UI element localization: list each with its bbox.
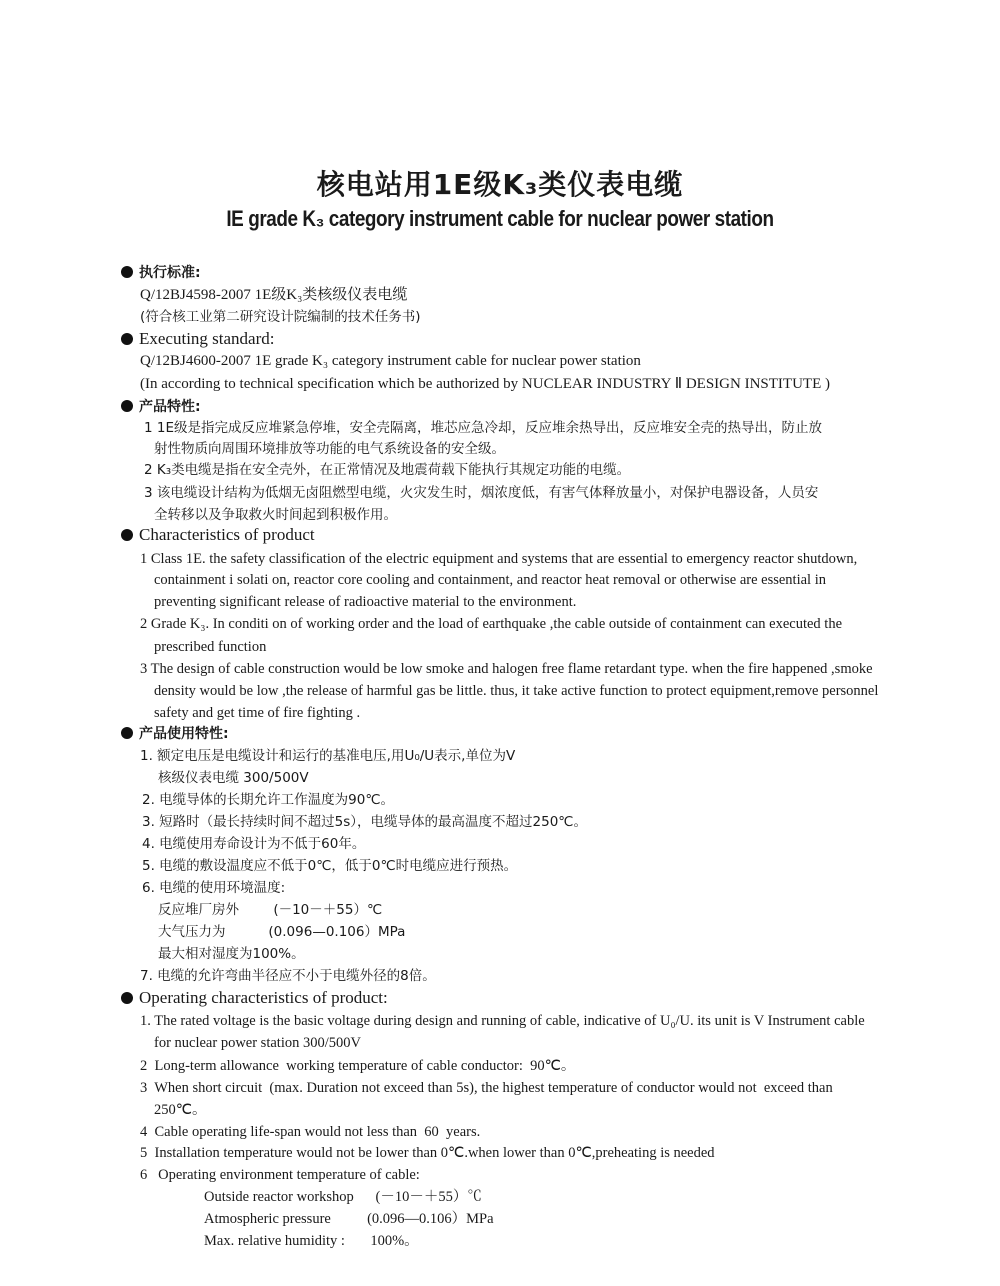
bullet-icon bbox=[121, 727, 133, 739]
exec-std-en-line2: (In according to technical specification which be authorized by NUCLEAR INDUSTRY Ⅱ DESIGN INSTITUTE ) bbox=[140, 376, 830, 392]
char-en-item3-c: safety and get time of fire fighting . bbox=[154, 705, 361, 721]
use-en-item5: 5 Installation temperature would not be lower than 0℃.when lower than 0℃,preheating is needed bbox=[140, 1145, 715, 1161]
use-en-item3-a: 3 When short circuit (max. Duration not exceed than 5s), the highest temperature of conductor would not exceed than bbox=[140, 1080, 833, 1096]
char-cn-item1-a: 1 1E级是指完成反应堆紧急停堆，安全壳隔离，堆芯应急冷却，反应堆余热导出，反应堆安全壳的热导出，防止放 bbox=[144, 420, 822, 436]
section-heading-use-cn: 产品使用特性: bbox=[121, 724, 229, 744]
bullet-icon bbox=[121, 266, 133, 278]
exec-std-en-line1: Q/12BJ4600-2007 1E grade K₃ category instrument cable for nuclear power station bbox=[140, 353, 641, 369]
use-en-item1-a: 1. The rated voltage is the basic voltage during design and running of cable, indicative of U₀/U. its unit is V Instrument cable bbox=[140, 1013, 865, 1029]
char-cn-item3-b: 全转移以及争取救火时间起到积极作用。 bbox=[154, 507, 397, 523]
char-en-item3-a: 3 The design of cable construction would be low smoke and halogen free flame retardant type. when the fire happened ,smoke bbox=[140, 661, 873, 677]
use-cn-item4: 4. 电缆使用寿命设计为不低于60年。 bbox=[142, 836, 366, 852]
char-cn-item1-b: 射性物质向周围环境排放等功能的电气系统设备的安全级。 bbox=[154, 441, 505, 457]
use-en-env3: Max. relative humidity : 100%。 bbox=[204, 1233, 419, 1249]
char-en-item2-b: prescribed function bbox=[154, 639, 267, 655]
section-heading-char-cn: 产品特性: bbox=[121, 397, 201, 417]
exec-std-cn-line1: Q/12BJ4598-2007 1E级K₃类核级仪表电缆 bbox=[140, 287, 408, 303]
bullet-icon bbox=[121, 333, 133, 345]
char-en-item1-c: preventing significant release of radioactive material to the environment. bbox=[154, 594, 577, 610]
use-en-item3-b: 250℃。 bbox=[154, 1102, 207, 1118]
char-en-item3-b: density would be low ,the release of harmful gas be little. thus, it take active function to protect equipment,remove personnel bbox=[154, 683, 879, 699]
section-heading-exec-std-en: Executing standard: bbox=[121, 329, 275, 349]
char-cn-item3-a: 3 该电缆设计结构为低烟无卤阻燃型电缆，火灾发生时，烟浓度低，有害气体释放量小，对保护电器设备，人员安 bbox=[144, 485, 819, 501]
title-chinese: 核电站用1E级K₃类仪表电缆 bbox=[316, 168, 684, 201]
use-en-item6: 6 Operating environment temperature of cable: bbox=[140, 1167, 420, 1183]
use-cn-item1: 1. 额定电压是电缆设计和运行的基准电压,用U₀/U表示,单位为V bbox=[140, 748, 516, 764]
use-en-item2: 2 Long-term allowance working temperature of cable conductor: 90℃。 bbox=[140, 1058, 576, 1074]
char-en-item2-a: 2 Grade K₃. In conditi on of working order and the load of earthquake ,the cable outside of containment can executed the bbox=[140, 616, 843, 632]
use-en-env2: Atmospheric pressure (0.096—0.106）MPa bbox=[204, 1211, 494, 1227]
char-en-item1-a: 1 Class 1E. the safety classification of the electric equipment and systems that are essential to emergency reactor shutdown, bbox=[140, 551, 858, 567]
use-cn-item7: 7. 电缆的允许弯曲半径应不小于电缆外径的8倍。 bbox=[140, 968, 436, 984]
use-cn-env2: 大气压力为 (0.096—0.106）MPa bbox=[158, 924, 406, 940]
char-cn-item2: 2 K₃类电缆是指在安全壳外，在正常情况及地震荷载下能执行其规定功能的电缆。 bbox=[144, 462, 631, 478]
bullet-icon bbox=[121, 529, 133, 541]
bullet-icon bbox=[121, 992, 133, 1004]
use-en-item1-b: for nuclear power station 300/500V bbox=[154, 1035, 361, 1051]
title-english: IE grade K₃ category instrument cable for nuclear power station bbox=[226, 206, 774, 231]
use-cn-item3: 3. 短路时（最长持续时间不超过5s），电缆导体的最高温度不超过250℃。 bbox=[142, 814, 587, 830]
section-heading-char-en: Characteristics of product bbox=[121, 525, 315, 545]
use-cn-env1: 反应堆厂房外 (－10－＋55）℃ bbox=[158, 902, 383, 918]
section-heading-exec-std-cn: 执行标准: bbox=[121, 263, 201, 283]
use-cn-item6: 6. 电缆的使用环境温度: bbox=[142, 880, 286, 896]
exec-std-cn-line2: (符合核工业第二研究设计院编制的技术任务书) bbox=[140, 309, 421, 325]
char-en-item1-b: containment i solati on, reactor core cooling and containment, and reactor heat removal or otherwise are essential in bbox=[154, 572, 826, 588]
section-heading-use-en: Operating characteristics of product: bbox=[121, 988, 388, 1008]
use-en-env1: Outside reactor workshop (－10－＋55）℃ bbox=[204, 1189, 482, 1205]
bullet-icon bbox=[121, 400, 133, 412]
use-cn-env3: 最大相对湿度为100%。 bbox=[158, 946, 305, 962]
use-en-item4: 4 Cable operating life-span would not less than 60 years. bbox=[140, 1124, 481, 1140]
use-cn-item5: 5. 电缆的敷设温度应不低于0℃，低于0℃时电缆应进行预热。 bbox=[142, 858, 518, 874]
use-cn-item1-sub: 核级仪表电缆 300/500V bbox=[158, 770, 309, 786]
use-cn-item2: 2. 电缆导体的长期允许工作温度为90℃。 bbox=[142, 792, 395, 808]
